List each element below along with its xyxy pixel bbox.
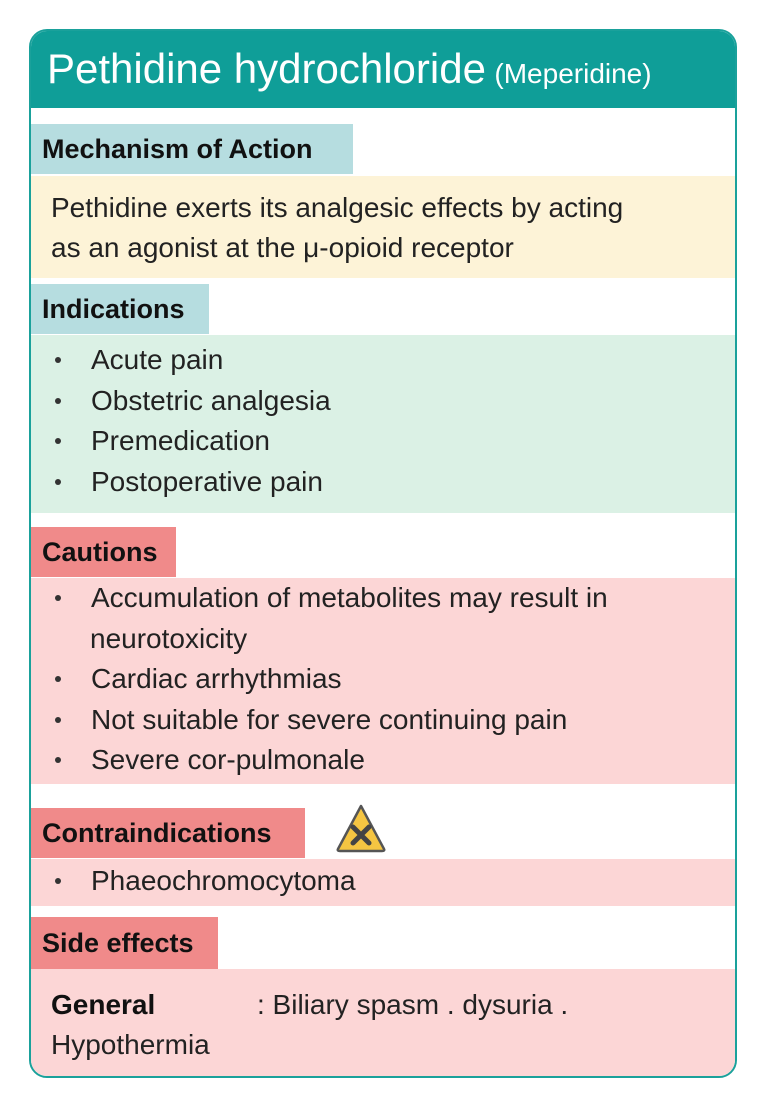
indications-list — [31, 340, 331, 502]
list-item-continuation: neurotoxicity — [90, 622, 248, 654]
page-title — [47, 45, 652, 93]
mechanism-line-2: as an agonist at the μ-opioid receptor — [51, 232, 514, 263]
side-effects-heading: Side effects — [31, 917, 218, 969]
drug-card — [29, 29, 737, 1078]
bullet-icon — [55, 595, 61, 601]
bullet-icon — [55, 479, 61, 485]
bullet-icon — [55, 717, 61, 723]
list-item: Obstetric analgesia — [31, 381, 331, 422]
bullet-icon — [55, 398, 61, 404]
bullet-icon — [55, 357, 61, 363]
list-item: Not suitable for severe continuing pain — [31, 700, 608, 741]
contraindications-band — [31, 859, 735, 906]
title-bar — [31, 31, 735, 108]
bullet-icon — [55, 438, 61, 444]
list-item: Severe cor-pulmonale — [31, 740, 608, 781]
contraindications-list — [31, 861, 356, 902]
title-sub: (Meperidine) — [494, 58, 652, 89]
list-item: Phaeochromocytoma — [31, 861, 356, 902]
bullet-icon — [55, 757, 61, 763]
side-effects-band — [31, 969, 735, 1078]
hazard-warning-icon — [335, 803, 387, 853]
mechanism-heading: Mechanism of Action — [31, 124, 353, 174]
list-item: Cardiac arrhythmias — [31, 659, 608, 700]
bullet-icon — [55, 676, 61, 682]
contraindications-heading: Contraindications — [31, 808, 305, 858]
mechanism-line-1: Pethidine exerts its analgesic effects by acting — [51, 192, 624, 223]
cautions-list — [31, 578, 608, 781]
cautions-heading: Cautions — [31, 527, 176, 577]
bullet-icon — [55, 878, 61, 884]
mechanism-band — [31, 176, 735, 278]
title-main: Pethidine hydrochloride — [47, 45, 486, 92]
indications-band — [31, 335, 735, 513]
list-item: Accumulation of metabolites may result in — [31, 578, 608, 619]
cautions-band — [31, 578, 735, 784]
list-item: Acute pain — [31, 340, 331, 381]
indications-heading: Indications — [31, 284, 209, 334]
side-effect-general-value: : Biliary spasm . dysuria . — [257, 989, 569, 1020]
list-item: Premedication — [31, 421, 331, 462]
list-item: Postoperative pain — [31, 462, 331, 503]
side-effect-general-label: General — [51, 989, 156, 1020]
side-effect-general-value-2: Hypothermia — [51, 1029, 210, 1060]
